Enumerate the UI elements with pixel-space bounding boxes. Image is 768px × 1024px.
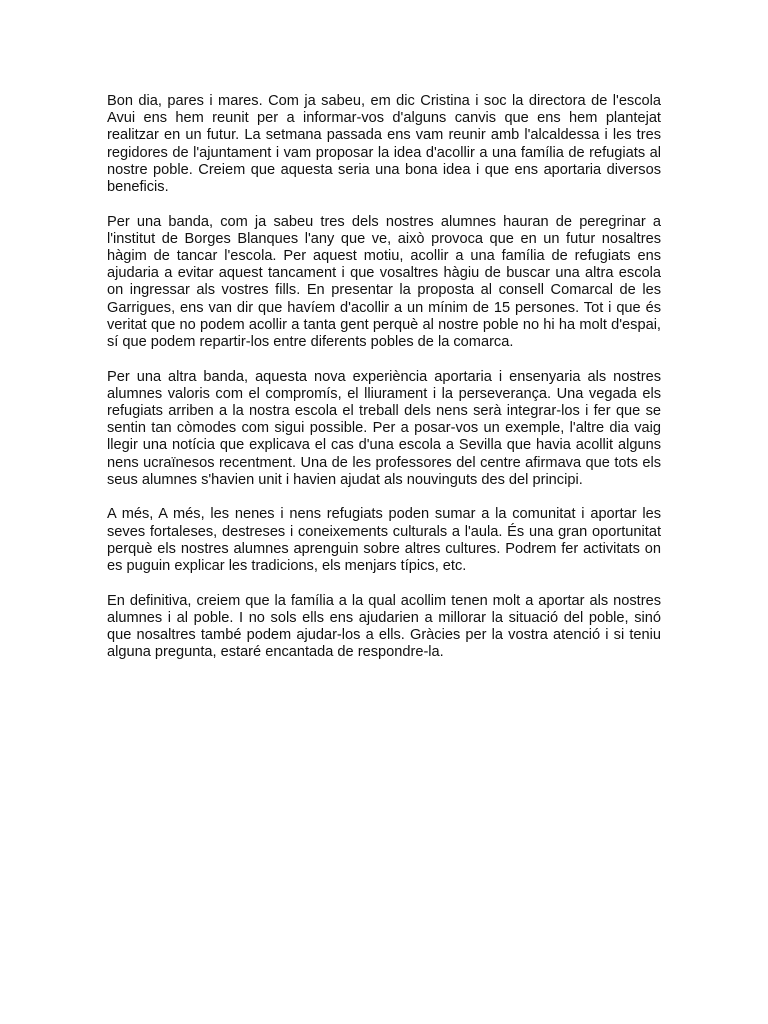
document-body: [107, 93, 661, 679]
paragraph-second-reason: Per una altra banda, aquesta nova experiència aportaria i ensenyaria als nostres alumnes valoris com el compromís, el lliurament i la perseverança. Una vegada els refugiats arriben a la nostra escola el treball dels nens serà integrar-los i fer que se sentin tan còmodes com sigui possible. Per a posar-vos un exemple, l'altre dia vaig llegir una notícia que explicava el cas d'una escola a Sevilla que havia acollit alguns nens ucraïnesos recentment. Una de les professores del centre afirmava que tots els seus alumnes s'havien unit i havien ajudat als nouvinguts des del principi.: [107, 368, 661, 488]
paragraph-cultural-contribution: A més, A més, les nenes i nens refugiats poden sumar a la comunitat i aportar les seves fortaleses, destreses i coneixements culturals a l'aula. És una gran oportunitat perquè els nostres alumnes aprenguin sobre altres cultures. Podrem fer activitats on es puguin explicar les tradicions, els menjars típics, etc.: [107, 506, 661, 575]
paragraph-introduction: Bon dia, pares i mares. Com ja sabeu, em dic Cristina i soc la directora de l'escola Avui ens hem reunit per a informar-vos d'alguns canvis que ens hem plantejat realitzar en un futur. La setmana passada ens vam reunir amb l'alcaldessa i les tres regidores de l'ajuntament i vam proposar la idea d'acollir a una família de refugiats al nostre poble. Creiem que aquesta seria una bona idea i que ens aportaria diversos beneficis.: [107, 93, 661, 196]
paragraph-first-reason: Per una banda, com ja sabeu tres dels nostres alumnes hauran de peregrinar a l'institut de Borges Blanques l'any que ve, això provoca que en un futur nosaltres hàgim de tancar l'escola. Per aquest motiu, acollir a una família de refugiats ens ajudaria a evitar aquest tancament i que vosaltres hàgiu de buscar una altra escola on ingressar als vostres fills. En presentar la proposta al consell Comarcal de les Garrigues, ens van dir que havíem d'acollir a un mínim de 15 persones. Tot i que és veritat que no podem acollir a tanta gent perquè al nostre poble no hi ha molt d'espai, sí que podem repartir-los entre diferents pobles de la comarca.: [107, 213, 661, 351]
paragraph-conclusion: En definitiva, creiem que la família a la qual acollim tenen molt a aportar als nostres alumnes i al poble. I no sols ells ens ajudarien a millorar la situació del poble, sinó que nosaltres també podem ajudar-los a ells. Gràcies per la vostra atenció i si teniu alguna pregunta, estaré encantada de respondre-la.: [107, 592, 661, 661]
